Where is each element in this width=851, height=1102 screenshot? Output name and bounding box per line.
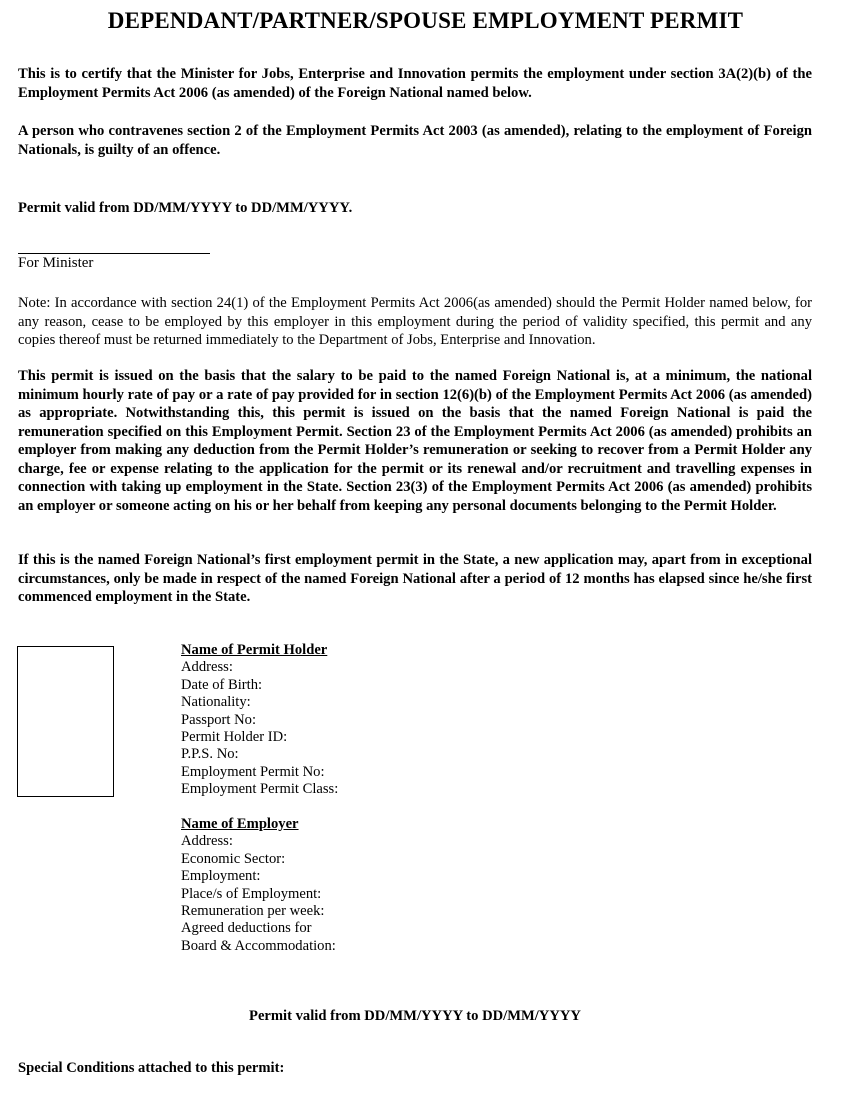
salary-paragraph: This permit is issued on the basis that the salary to be paid to the named Foreign National is, at a minimum, the national minimum hourly rate of pay or a rate of pay provided for in section 12(6)(b) of the Employment Permits Act 2006 (as amended) as appropriate. Notwithstanding this, this permit is issued on the basis that the named Foreign National is paid the remuneration specified on this Employment Permit. Section 23 of the Employment Permits Act 2006 (as amended) prohibits an employer from making any deduction from the Permit Holder’s remuneration or seeking to recover from a Permit Holder any charge, fee or expense relating to the application for the permit or its renewal and/or recruitment and travelling expenses in connection with taking up employment in the State. Section 23(3) of the Employment Permits Act 2006 (as amended) prohibits an employer or someone acting on his or her behalf from keeping any personal documents belonging to the Permit Holder. [18,368,812,514]
employer-employment-label: Employment: [181,868,261,885]
certify-paragraph: This is to certify that the Minister for Jobs, Enterprise and Innovation permits the employment under section 3A(2)(b) of the Employment Permits Act 2006 (as amended) of the Foreign National named below. [18,66,812,101]
permit-validity-top: Permit valid from DD/MM/YYYY to DD/MM/YYYY. [18,200,353,216]
employer-heading: Name of Employer [181,816,299,832]
offence-paragraph: A person who contravenes section 2 of the Employment Permits Act 2003 (as amended), relating to the employment of Foreign Nationals, is guilty of an offence. [18,123,812,158]
holder-pps-label: P.P.S. No: [181,746,239,763]
employer-board-label: Board & Accommodation: [181,937,336,954]
photo-placeholder [17,646,114,797]
permit-holder-heading: Name of Permit Holder [181,642,328,658]
employer-address-label: Address: [181,833,233,850]
first-permit-paragraph: If this is the named Foreign National’s first employment permit in the State, a new application may, apart from in exceptional circumstances, only be made in respect of the named Foreign National after a period of 12 months has elapsed since he/she first commenced employment in the State. [18,552,812,605]
permit-holder-details [181,642,338,799]
employer-sector-label: Economic Sector: [181,850,286,867]
holder-address-label: Address: [181,659,233,676]
note-paragraph: Note: In accordance with section 24(1) of the Employment Permits Act 2006(as amended) should the Permit Holder named below, for any reason, cease to be employed by this employer in this employment during the period of validity specified, this permit and any copies thereof must be returned immediately to the Department of Jobs, Enterprise and Innovation. [18,295,812,348]
holder-nationality-label: Nationality: [181,694,251,711]
holder-dob-label: Date of Birth: [181,676,263,693]
for-minister-label: For Minister [18,255,94,271]
holder-permit-no-label: Employment Permit No: [181,763,325,780]
special-conditions-label: Special Conditions attached to this permit: [18,1060,285,1076]
holder-permit-class-label: Employment Permit Class: [181,781,339,798]
employer-deductions-label: Agreed deductions for [181,920,312,937]
holder-id-label: Permit Holder ID: [181,729,288,746]
holder-passport-label: Passport No: [181,711,256,728]
signature-line [18,253,210,254]
document-title: DEPENDANT/PARTNER/SPOUSE EMPLOYMENT PERMIT [107,8,744,33]
permit-validity-bottom: Permit valid from DD/MM/YYYY to DD/MM/YYYY [249,1008,581,1024]
employer-details [181,816,336,955]
employer-remuneration-label: Remuneration per week: [181,903,325,920]
employer-place-label: Place/s of Employment: [181,885,322,902]
